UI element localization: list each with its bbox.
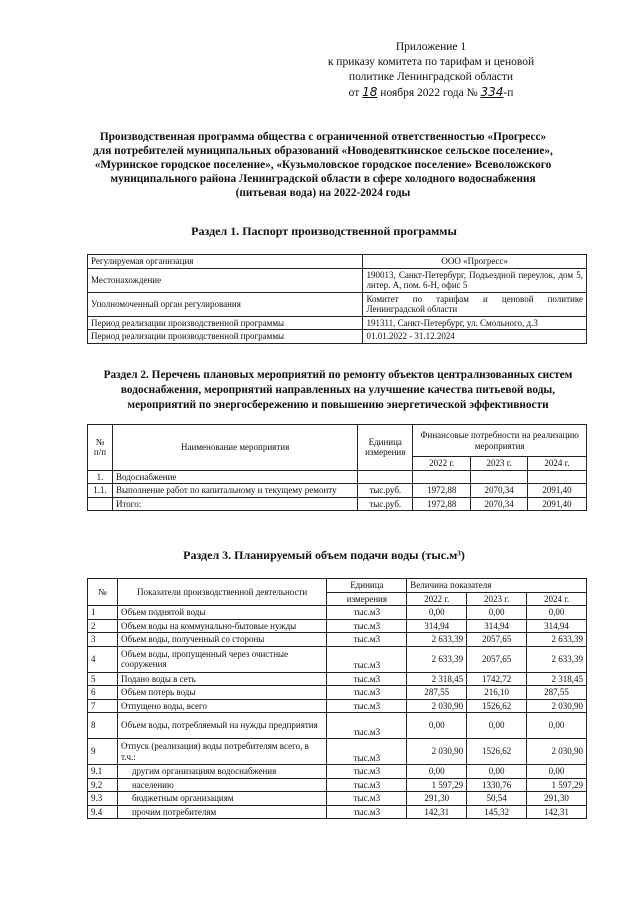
passport-value: 191311, Санкт-Петербург, ул. Смольного, д.3 bbox=[363, 316, 587, 330]
header-year-2024: 2024 г. bbox=[527, 592, 587, 606]
row-2024 bbox=[528, 470, 587, 484]
header-year-2023: 2023 г. bbox=[467, 592, 527, 606]
table-row bbox=[88, 805, 587, 819]
row-unit: тыс.м3 bbox=[327, 778, 407, 792]
row-2022: 2 633,39 bbox=[407, 633, 467, 647]
row-2024: 2091,40 bbox=[528, 484, 587, 498]
row-2022: 2 030,90 bbox=[407, 699, 467, 713]
row-2023: 1526,62 bbox=[467, 739, 527, 765]
passport-label: Местонахождение bbox=[88, 268, 363, 292]
order-day: 18 bbox=[362, 85, 378, 99]
row-unit: тыс.м3 bbox=[327, 686, 407, 700]
table-row bbox=[88, 686, 587, 700]
row-name: Выполнение работ по капитальному и текущему ремонту bbox=[112, 484, 357, 498]
appendix-header bbox=[300, 40, 562, 101]
table-row bbox=[88, 792, 587, 806]
row-num: 9.2 bbox=[88, 778, 118, 792]
title-line-3: «Муринское городское поселение», «Кузьмоловское городское поселение» Всеволожского bbox=[94, 159, 552, 171]
row-unit: тыс.м3 bbox=[327, 606, 407, 620]
row-name: населению bbox=[117, 778, 326, 792]
row-name: другим организациям водоснабжения bbox=[117, 765, 326, 779]
row-unit: тыс.м3 bbox=[327, 792, 407, 806]
header-num: № bbox=[88, 579, 118, 606]
row-2023: 2070,34 bbox=[471, 497, 528, 511]
row-2024: 2 633,39 bbox=[527, 633, 587, 647]
table-row bbox=[88, 292, 587, 316]
passport-label: Период реализации производственной программы bbox=[88, 316, 363, 330]
row-name: Отпуск (реализация) воды потребителям всего, в т.ч.: bbox=[117, 739, 326, 765]
row-2022: 0,00 bbox=[407, 765, 467, 779]
row-2022: 287,55 bbox=[407, 686, 467, 700]
row-2023: 1330,76 bbox=[467, 778, 527, 792]
appendix-line-3: политике Ленинградской области bbox=[348, 71, 514, 83]
row-unit: тыс.м3 bbox=[327, 633, 407, 647]
row-num: 1 bbox=[88, 606, 118, 620]
water-supply-table bbox=[87, 578, 587, 819]
passport-value: 01.01.2022 - 31.12.2024 bbox=[363, 330, 587, 344]
row-2022: 2 030,90 bbox=[407, 739, 467, 765]
row-unit: тыс.м3 bbox=[327, 713, 407, 739]
table-row bbox=[88, 672, 587, 686]
table-row bbox=[88, 470, 587, 484]
passport-table bbox=[87, 254, 587, 344]
order-from: от bbox=[348, 87, 360, 99]
row-unit: тыс.м3 bbox=[327, 672, 407, 686]
row-2024: 2 030,90 bbox=[527, 699, 587, 713]
section2-heading bbox=[88, 368, 588, 413]
row-2022: 142,31 bbox=[407, 805, 467, 819]
row-2022 bbox=[413, 470, 471, 484]
table-row bbox=[88, 765, 587, 779]
table-row bbox=[88, 713, 587, 739]
title-line-4: муниципального района Ленинградской области в сфере холодного водоснабжения bbox=[110, 173, 536, 185]
header-value: Величина показателя bbox=[407, 579, 587, 593]
header-unit: Единица измерения bbox=[358, 425, 413, 471]
order-month-year: ноября 2022 года № bbox=[380, 87, 478, 99]
row-2024: 287,55 bbox=[527, 686, 587, 700]
passport-label: Уполномоченный орган регулирования bbox=[88, 292, 363, 316]
row-num: 1. bbox=[88, 470, 113, 484]
row-2023: 1742,72 bbox=[467, 672, 527, 686]
section2-heading-line-2: водоснабжения, мероприятий направленных на улучшение качества питьевой воды, bbox=[120, 384, 556, 396]
row-name: Водоснабжение bbox=[112, 470, 357, 484]
row-2024: 142,31 bbox=[527, 805, 587, 819]
row-num: 9 bbox=[88, 739, 118, 765]
row-2024: 2091,40 bbox=[528, 497, 587, 511]
row-num: 6 bbox=[88, 686, 118, 700]
appendix-line-1: Приложение 1 bbox=[395, 41, 467, 53]
row-num: 9.4 bbox=[88, 805, 118, 819]
row-2023: 2057,65 bbox=[467, 633, 527, 647]
appendix-order-line bbox=[300, 85, 562, 101]
program-title bbox=[88, 130, 558, 200]
row-num: 4 bbox=[88, 646, 118, 672]
passport-value: ООО «Прогресс» bbox=[363, 255, 587, 269]
row-2022: 314,94 bbox=[407, 619, 467, 633]
row-2024: 314,94 bbox=[527, 619, 587, 633]
table-row bbox=[88, 330, 587, 344]
row-2023: 0,00 bbox=[467, 713, 527, 739]
passport-label: Период реализации производственной программы bbox=[88, 330, 363, 344]
row-unit: тыс.руб. bbox=[358, 484, 413, 498]
row-name: Итого: bbox=[112, 497, 357, 511]
table-row bbox=[88, 606, 587, 620]
row-2023: 0,00 bbox=[467, 606, 527, 620]
table-row bbox=[88, 268, 587, 292]
measures-table bbox=[87, 424, 587, 511]
header-name: Показатели производственной деятельности bbox=[117, 579, 326, 606]
row-2024: 2 318,45 bbox=[527, 672, 587, 686]
row-num: 1.1. bbox=[88, 484, 113, 498]
row-name: Объем потерь воды bbox=[117, 686, 326, 700]
row-2024: 2 633,39 bbox=[527, 646, 587, 672]
section1-heading: Раздел 1. Паспорт производственной программы bbox=[191, 224, 457, 238]
row-2023 bbox=[471, 470, 528, 484]
row-unit: тыс.м3 bbox=[327, 739, 407, 765]
header-unit-bottom: измерения bbox=[327, 592, 407, 606]
passport-label: Регулируемая организация bbox=[88, 255, 363, 269]
header-year-2022: 2022 г. bbox=[413, 457, 471, 471]
section2-heading-line-3: мероприятий по энергосбережению и повышению энергетической эффективности bbox=[127, 399, 549, 411]
row-2024: 0,00 bbox=[527, 713, 587, 739]
row-2022: 2 633,39 bbox=[407, 646, 467, 672]
row-2023: 145,32 bbox=[467, 805, 527, 819]
row-unit: тыс.м3 bbox=[327, 619, 407, 633]
header-year-2022: 2022 г. bbox=[407, 592, 467, 606]
row-2023: 2057,65 bbox=[467, 646, 527, 672]
header-year-2024: 2024 г. bbox=[528, 457, 587, 471]
table-row bbox=[88, 484, 587, 498]
row-num: 9.3 bbox=[88, 792, 118, 806]
row-2022: 1972,88 bbox=[413, 484, 471, 498]
row-2024: 0,00 bbox=[527, 765, 587, 779]
row-num: 7 bbox=[88, 699, 118, 713]
order-suffix: -п bbox=[503, 87, 514, 99]
passport-value: Комитет по тарифам и ценовой политике Ленинградской области bbox=[363, 292, 587, 316]
row-num: 5 bbox=[88, 672, 118, 686]
table-row bbox=[88, 699, 587, 713]
row-name: прочим потребителям bbox=[117, 805, 326, 819]
table-row bbox=[88, 255, 587, 269]
row-2023: 1526,62 bbox=[467, 699, 527, 713]
title-line-5: (питьевая вода) на 2022-2024 годы bbox=[235, 187, 411, 199]
row-2022: 2 318,45 bbox=[407, 672, 467, 686]
row-2022: 1 597,29 bbox=[407, 778, 467, 792]
table-header-row bbox=[88, 579, 587, 593]
row-2024: 291,30 bbox=[527, 792, 587, 806]
row-unit: тыс.м3 bbox=[327, 699, 407, 713]
row-unit: тыс.м3 bbox=[327, 765, 407, 779]
row-name: Отпущено воды, всего bbox=[117, 699, 326, 713]
row-unit: тыс.руб. bbox=[358, 497, 413, 511]
table-row bbox=[88, 497, 587, 511]
title-line-1: Производственная программа общества с ограниченной ответственностью «Прогресс» bbox=[99, 131, 547, 143]
table-header-row bbox=[88, 425, 587, 457]
table-row bbox=[88, 633, 587, 647]
row-2022: 0,00 bbox=[407, 606, 467, 620]
row-num bbox=[88, 497, 113, 511]
row-2022: 1972,88 bbox=[413, 497, 471, 511]
table-row bbox=[88, 646, 587, 672]
row-unit: тыс.м3 bbox=[327, 646, 407, 672]
row-num: 3 bbox=[88, 633, 118, 647]
row-2023: 50,54 bbox=[467, 792, 527, 806]
section3-heading: Раздел 3. Планируемый объем подачи воды (тыс.м³) bbox=[183, 548, 465, 562]
title-line-2: для потребителей муниципальных образований «Новодевяткинское сельское поселение», bbox=[93, 145, 553, 157]
row-name: Подано воды в сеть bbox=[117, 672, 326, 686]
row-2024: 2 030,90 bbox=[527, 739, 587, 765]
row-unit: тыс.м3 bbox=[327, 805, 407, 819]
table-row bbox=[88, 316, 587, 330]
header-unit-top: Единица bbox=[327, 579, 407, 593]
table-row bbox=[88, 739, 587, 765]
row-num: 9.1 bbox=[88, 765, 118, 779]
appendix-line-2: к приказу комитета по тарифам и ценовой bbox=[327, 56, 535, 68]
row-num: 8 bbox=[88, 713, 118, 739]
row-name: Объем воды, потребляемый на нужды предприятия bbox=[117, 713, 326, 739]
row-2022: 0,00 bbox=[407, 713, 467, 739]
row-2022: 291,30 bbox=[407, 792, 467, 806]
row-2023: 314,94 bbox=[467, 619, 527, 633]
header-name: Наименование мероприятия bbox=[112, 425, 357, 471]
table-row bbox=[88, 778, 587, 792]
row-name: Объем воды на коммунально-бытовые нужды bbox=[117, 619, 326, 633]
row-2023: 0,00 bbox=[467, 765, 527, 779]
header-num: № п/п bbox=[88, 425, 113, 471]
row-2024: 0,00 bbox=[527, 606, 587, 620]
order-number: 334 bbox=[480, 85, 504, 99]
row-name: Объем воды, полученный со стороны bbox=[117, 633, 326, 647]
row-name: Объем воды, пропущенный через очистные сооружения bbox=[117, 646, 326, 672]
row-name: Объем поднятой воды bbox=[117, 606, 326, 620]
row-2024: 1 597,29 bbox=[527, 778, 587, 792]
section2-heading-line-1: Раздел 2. Перечень плановых мероприятий по ремонту объектов централизованных систем bbox=[103, 369, 573, 381]
table-row bbox=[88, 619, 587, 633]
header-year-2023: 2023 г. bbox=[471, 457, 528, 471]
row-2023: 216,10 bbox=[467, 686, 527, 700]
row-2023: 2070,34 bbox=[471, 484, 528, 498]
row-num: 2 bbox=[88, 619, 118, 633]
passport-value: 190013, Санкт-Петербург, Подъездной переулок, дом 5, литер. А, пом. 6-Н, офис 5 bbox=[363, 268, 587, 292]
header-finance: Финансовые потребности на реализацию мероприятия bbox=[413, 425, 587, 457]
row-unit bbox=[358, 470, 413, 484]
row-name: бюджетным организациям bbox=[117, 792, 326, 806]
